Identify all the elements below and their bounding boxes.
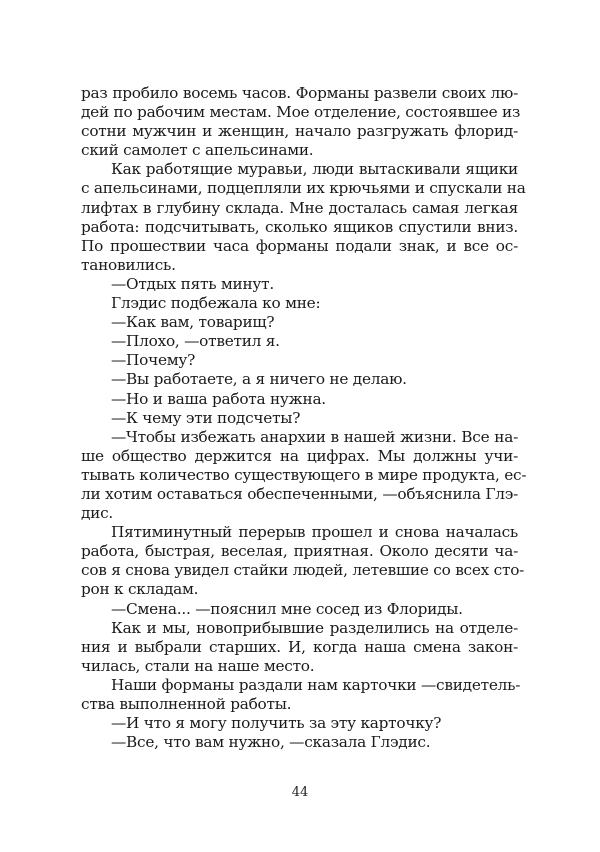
text-line: ния и выбрали старших. И, когда наша смена закон- [81, 637, 518, 656]
text-line: ше общество держится на цифрах. Мы должны учи- [81, 446, 518, 465]
text-line: —Но и ваша работа нужна. [111, 389, 326, 408]
text-line: сотни мужчин и женщин, начало разгружать флорид- [81, 122, 518, 141]
text-line: тывать количество существующего в мире продукта, ес- [81, 465, 527, 484]
text-line: —Почему? [111, 351, 196, 370]
page-number: 44 [291, 785, 309, 800]
text-line: тановились. [81, 255, 176, 274]
text-line: Пятиминутный перерыв прошел и снова началась [111, 523, 518, 542]
text-line: —И что я могу получить за эту карточку? [111, 714, 442, 733]
text-line: —Смена... —пояснил мне сосед из Флориды. [111, 599, 463, 618]
text-line: Как и мы, новоприбывшие разделились на отделе- [111, 618, 518, 637]
text-line: —Отдых пять минут. [111, 274, 274, 293]
text-line: Наши форманы раздали нам карточки —свидетель- [111, 675, 521, 694]
text-line: лифтах в глубину склада. Мне досталась самая легкая [81, 198, 518, 217]
text-line: —Плохо, —ответил я. [111, 332, 280, 351]
text-line: По прошествии часа форманы подали знак, и все ос- [81, 236, 518, 255]
text-line: ли хотим оставаться обеспеченными, —объяснила Глэ- [81, 484, 518, 503]
text-line: чилась, стали на наше место. [81, 656, 315, 675]
text-line: работа: подсчитывать, сколько ящиков спустили вниз. [81, 217, 518, 236]
text-line: Глэдис подбежала ко мне: [111, 294, 321, 313]
text-line: раз пробило восемь часов. Форманы развели своих лю- [81, 84, 518, 102]
text-line: дей по рабочим местам. Мое отделение, состоявшее из [81, 103, 521, 122]
text-line: —Чтобы избежать анархии в нашей жизни. Все на- [111, 427, 518, 446]
text-line: Как работящие муравьи, люди вытаскивали ящики [111, 160, 518, 179]
text-line: ский самолет с апельсинами. [81, 141, 314, 160]
text-line: сов я снова увидел стайки людей, летевшие со всех сто- [81, 561, 525, 580]
text-line: рон к складам. [81, 580, 199, 599]
page-body [81, 84, 527, 752]
text-line: дис. [81, 504, 114, 523]
text-line: ства выполненной работы. [81, 695, 292, 713]
text-line: —К чему эти подсчеты? [111, 408, 301, 427]
text-line: —Как вам, товарищ? [111, 313, 275, 332]
text-line: —Вы работаете, а я ничего не делаю. [111, 370, 407, 389]
text-line: работа, быстрая, веселая, приятная. Около десяти ча- [81, 542, 518, 561]
text-line: с апельсинами, подцепляли их крючьями и спускали на [81, 179, 526, 198]
text-line: —Все, что вам нужно, —сказала Глэдис. [111, 733, 431, 752]
